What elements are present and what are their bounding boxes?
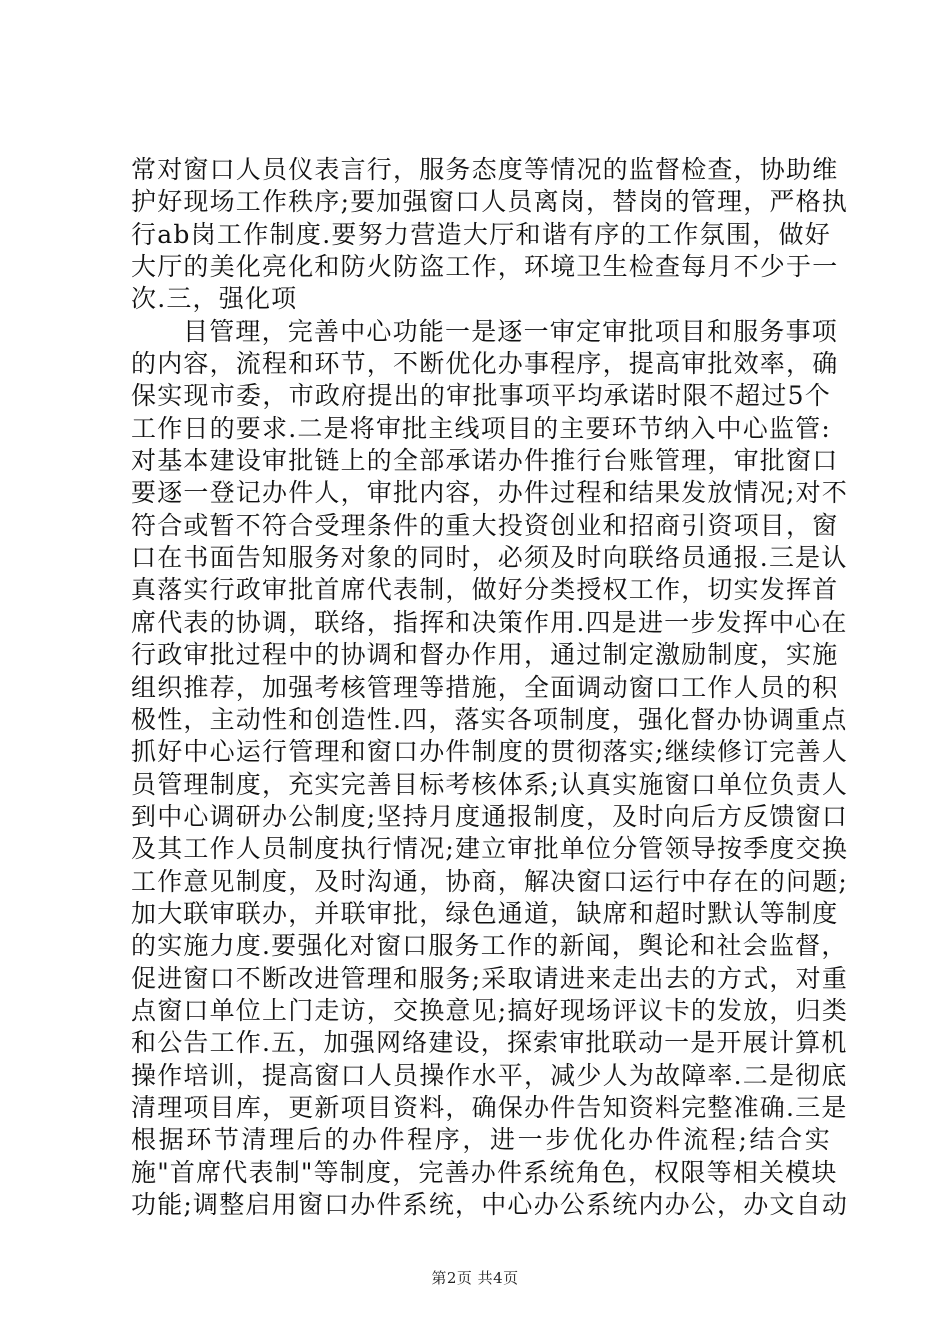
body-text — [131, 154, 849, 1221]
text-line: 根据环节清理后的办件程序，进一步优化办件流程;结合实 — [131, 1125, 831, 1155]
text-line: 抓好中心运行管理和窗口办件制度的贯彻落实;继续修订完善人 — [131, 737, 849, 767]
text-line: 真落实行政审批首席代表制，做好分类授权工作，切实发挥首 — [131, 575, 839, 605]
text-line: 的实施力度.要强化对窗口服务工作的新闻，舆论和社会监督， — [131, 931, 848, 961]
text-line: 功能;调整启用窗口办件系统，中心办公系统内办公，办文自动 — [131, 1190, 849, 1219]
text-line: 行ab岗工作制度.要努力营造大厅和谐有序的工作氛围，做好 — [131, 219, 831, 249]
text-line: 工作日的要求.二是将审批主线项目的主要环节纳入中心监管: — [131, 413, 831, 443]
page-footer: 第2页 共4页 — [431, 1269, 519, 1287]
text-line: 及其工作人员制度执行情况;建立审批单位分管领导按季度交换 — [131, 834, 849, 864]
text-line: 和公告工作.五，加强网络建设，探索审批联动一是开展计算机 — [131, 1028, 848, 1058]
text-line: 加大联审联办，并联审批，绿色通道，缺席和超时默认等制度 — [131, 898, 839, 928]
text-line: 施"首席代表制"等制度，完善办件系统角色，权限等相关模块 — [131, 1157, 838, 1187]
text-line: 工作意见制度，及时沟通，协商，解决窗口运行中存在的问题; — [131, 866, 849, 896]
text-line: 点窗口单位上门走访，交换意见;搞好现场评议卡的发放，归类 — [131, 995, 849, 1025]
text-line: 要逐一登记办件人，审批内容，办件过程和结果发放情况;对不 — [131, 478, 849, 508]
text-line: 保实现市委，市政府提出的审批事项平均承诺时限不超过5个 — [131, 381, 831, 411]
text-line: 员管理制度，充实完善目标考核体系;认真实施窗口单位负责人 — [131, 769, 849, 799]
text-line: 次.三，强化项 — [131, 284, 298, 314]
text-line: 组织推荐，加强考核管理等措施，全面调动窗口工作人员的积 — [131, 672, 839, 702]
text-line: 清理项目库，更新项目资料，确保办件告知资料完整准确.三是 — [131, 1092, 848, 1122]
text-line: 极性，主动性和创造性.四，落实各项制度，强化督办协调重点 — [131, 704, 848, 734]
text-line: 口在书面告知服务对象的同时，必须及时向联络员通报.三是认 — [131, 543, 848, 573]
text-line: 符合或暂不符合受理条件的重大投资创业和招商引资项目，窗 — [131, 510, 839, 540]
text-line: 对基本建设审批链上的全部承诺办件推行台账管理，审批窗口 — [131, 446, 839, 476]
text-line: 目管理，完善中心功能一是逐一审定审批项目和服务事项 — [183, 316, 839, 346]
text-line: 护好现场工作秩序;要加强窗口人员离岗，替岗的管理，严格执 — [131, 187, 849, 217]
text-line: 的内容，流程和环节，不断优化办事程序，提高审批效率，确 — [131, 349, 839, 379]
text-line: 操作培训，提高窗口人员操作水平，减少人为故障率.二是彻底 — [131, 1060, 848, 1090]
text-line: 行政审批过程中的协调和督办作用，通过制定激励制度，实施 — [131, 640, 839, 670]
text-line: 促进窗口不断改进管理和服务;采取请进来走出去的方式，对重 — [131, 963, 849, 993]
text-line: 席代表的协调，联络，指挥和决策作用.四是进一步发挥中心在 — [131, 607, 848, 637]
text-line: 到中心调研办公制度;坚持月度通报制度，及时向后方反馈窗口 — [131, 801, 849, 831]
text-line: 大厅的美化亮化和防火防盗工作，环境卫生检查每月不少于一 — [131, 252, 839, 282]
text-line: 常对窗口人员仪表言行，服务态度等情况的监督检查，协助维 — [131, 155, 839, 184]
